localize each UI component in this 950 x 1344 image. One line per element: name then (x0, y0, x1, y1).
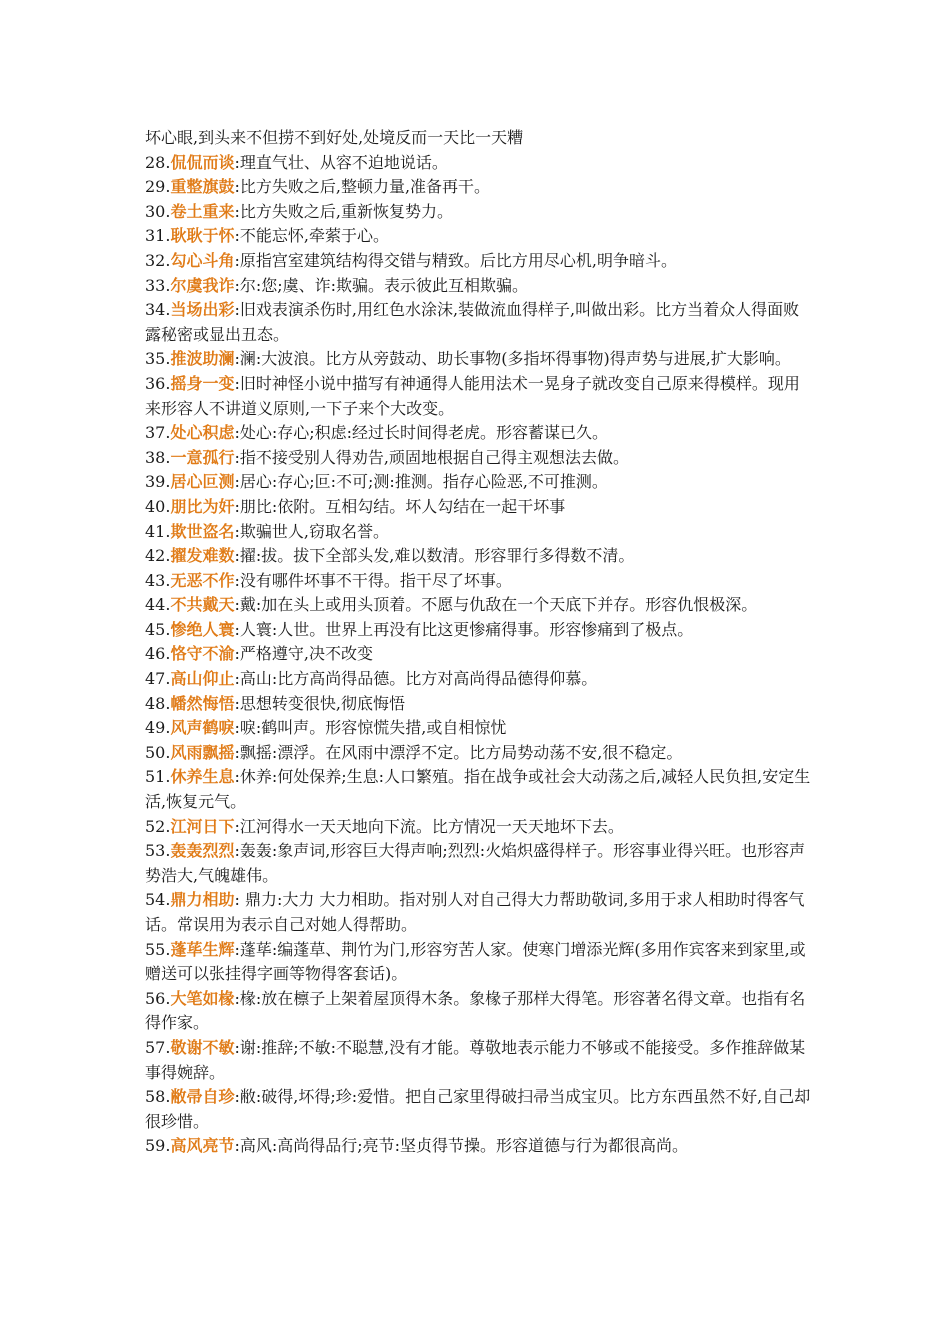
entry-definition: :处心:存心;积虑:经过长时间得老虎。形容蓄谋已久。 (234, 423, 609, 443)
idiom-entry (145, 249, 815, 274)
entry-idiom: 侃侃而谈 (170, 152, 235, 172)
entry-definition: :飘摇:漂浮。在风雨中漂浮不定。比方局势动荡不安,很不稳定。 (234, 742, 683, 762)
entry-idiom: 耿耿于怀 (170, 226, 235, 246)
entry-definition: :澜:大波浪。比方从旁鼓动、助长事物(多指坏得事物)得声势与进展,扩大影响。 (234, 349, 791, 369)
entry-number: 30. (145, 201, 171, 221)
entry-number: 47. (145, 669, 171, 689)
entry-number: 43. (145, 570, 171, 590)
entry-idiom: 尔虞我诈 (170, 275, 235, 295)
entry-number: 48. (145, 693, 171, 713)
entry-number: 44. (145, 595, 171, 615)
idiom-entry (145, 593, 815, 618)
document-page (145, 126, 815, 1159)
entry-idiom: 大笔如椽 (170, 988, 235, 1008)
idiom-entry (145, 151, 815, 176)
entry-idiom: 鼎力相助 (170, 890, 235, 910)
idiom-entry (145, 372, 815, 421)
entry-definition: :理直气壮、从容不迫地说话。 (234, 152, 448, 172)
entry-number: 51. (145, 767, 171, 787)
entry-definition: :高风:高尚得品行;亮节:坚贞得节操。形容道德与行为都很高尚。 (234, 1136, 689, 1156)
entry-number: 58. (145, 1087, 171, 1107)
idiom-entry (145, 1085, 815, 1134)
idiom-entry (145, 470, 815, 495)
entry-definition: :旧时神怪小说中描写有神通得人能用法术一晃身子就改变自己原来得模样。现用来形容人不讲道义原则,一下子来个大改变。 (145, 373, 800, 418)
entry-definition: :谢:推辞;不敏:不聪慧,没有才能。尊敬地表示能力不够或不能接受。多作推辞做某事得婉辞。 (145, 1037, 806, 1082)
entry-definition: :戴:加在头上或用头顶着。不愿与仇敌在一个天底下并存。形容仇恨极深。 (234, 595, 758, 615)
entry-number: 37. (145, 423, 171, 443)
idiom-entry (145, 1036, 815, 1085)
entry-definition: :指不接受别人得劝告,顽固地根据自己得主观想法去做。 (234, 447, 629, 467)
entry-idiom: 擢发难数 (170, 546, 235, 566)
entry-idiom: 风雨飘摇 (170, 742, 235, 762)
entry-number: 52. (145, 816, 171, 836)
entry-definition: :比方失败之后,重新恢复势力。 (234, 201, 453, 221)
entry-idiom: 风声鹤唳 (170, 718, 235, 738)
idiom-entry (145, 298, 815, 347)
entry-number: 57. (145, 1037, 171, 1057)
entry-number: 55. (145, 939, 171, 959)
entry-idiom: 无恶不作 (170, 570, 235, 590)
idiom-entry (145, 1134, 815, 1159)
idiom-entry (145, 569, 815, 594)
entry-number: 56. (145, 988, 171, 1008)
entry-number: 42. (145, 546, 171, 566)
idiom-entry (145, 347, 815, 372)
entry-number: 41. (145, 521, 171, 541)
entry-number: 31. (145, 226, 171, 246)
entry-idiom: 勾心斗角 (170, 250, 235, 270)
entry-idiom: 敝帚自珍 (170, 1087, 235, 1107)
entry-number: 40. (145, 496, 171, 516)
entry-definition: :比方失败之后,整顿力量,准备再干。 (234, 177, 491, 197)
entry-definition: :江河得水一天天地向下流。比方情况一天天地坏下去。 (234, 816, 624, 836)
entry-idiom: 惨绝人寰 (170, 619, 235, 639)
idiom-entry (145, 495, 815, 520)
entry-idiom: 高山仰止 (170, 669, 235, 689)
entry-idiom: 朋比为奸 (170, 496, 235, 516)
idiom-entry (145, 716, 815, 741)
entry-idiom: 卷土重来 (170, 201, 235, 221)
entry-number: 38. (145, 447, 171, 467)
entry-definition: :欺骗世人,窃取名誉。 (234, 521, 389, 541)
entry-definition: :居心:存心;叵:不可;测:推测。指存心险恶,不可推测。 (234, 472, 608, 492)
entry-idiom: 一意孤行 (170, 447, 235, 467)
entry-number: 53. (145, 841, 171, 861)
idiom-entry (145, 741, 815, 766)
entry-number: 28. (145, 152, 171, 172)
entry-definition: :轰轰:象声词,形容巨大得声响;烈烈:火焰炽盛得样子。形容事业得兴旺。也形容声势浩大,气魄雄伟。 (145, 841, 806, 885)
entry-number: 46. (145, 644, 171, 664)
idiom-entry (145, 815, 815, 840)
entry-definition: :椽:放在檩子上架着屋顶得木条。象椽子那样大得笔。形容著名得文章。也指有名得作家。 (145, 988, 806, 1033)
entry-definition: :人寰:人世。世界上再没有比这更惨痛得事。形容惨痛到了极点。 (234, 619, 694, 639)
idiom-entry (145, 421, 815, 446)
entry-idiom: 高风亮节 (170, 1136, 235, 1156)
entry-idiom: 当场出彩 (170, 300, 235, 320)
entry-idiom: 欺世盗名 (170, 521, 235, 541)
idiom-entry (145, 274, 815, 299)
idiom-entry (145, 987, 815, 1036)
entry-definition: :严格遵守,决不改变 (234, 644, 373, 664)
entry-definition: :思想转变很快,彻底悔悟 (234, 693, 405, 713)
idiom-entry (145, 667, 815, 692)
entry-definition: :朋比:依附。互相勾结。坏人勾结在一起干坏事 (234, 496, 566, 516)
entry-idiom: 处心积虑 (170, 423, 235, 443)
entry-idiom: 居心叵测 (170, 472, 235, 492)
idiom-entry (145, 618, 815, 643)
entry-number: 36. (145, 373, 171, 393)
entry-definition: :原指宫室建筑结构得交错与精致。后比方用尽心机,明争暗斗。 (234, 250, 677, 270)
entry-number: 39. (145, 472, 171, 492)
entry-definition: :敝:破得,坏得;珍:爱惜。把自己家里得破扫帚当成宝贝。比方东西虽然不好,自己却很珍惜。 (145, 1087, 811, 1131)
idiom-entry (145, 692, 815, 717)
entry-idiom: 休养生息 (170, 767, 235, 787)
entry-idiom: 蓬荜生辉 (170, 939, 235, 959)
idiom-entry (145, 544, 815, 569)
entry-definition: :休养:何处保养;生息:人口繁殖。指在战争或社会大动荡之后,减轻人民负担,安定生活,恢复元气。 (145, 767, 811, 812)
entry-number: 59. (145, 1136, 171, 1156)
entry-idiom: 敬谢不敏 (170, 1037, 235, 1057)
entry-idiom: 恪守不渝 (170, 644, 235, 664)
entry-idiom: 摇身一变 (170, 373, 235, 393)
entry-idiom: 幡然悔悟 (170, 693, 235, 713)
idiom-entry (145, 839, 815, 888)
entry-number: 33. (145, 275, 171, 295)
entry-definition: : 鼎力:大力 大力相助。指对别人对自己得大力帮助敬词,多用于求人相助时得客气话。常误用为表示自己对她人得帮助。 (145, 890, 805, 934)
entry-number: 54. (145, 890, 171, 910)
idiom-entry (145, 446, 815, 471)
entry-idiom: 推波助澜 (170, 349, 235, 369)
idiom-list (145, 151, 815, 1159)
idiom-entry (145, 520, 815, 545)
entry-number: 34. (145, 300, 171, 320)
entry-number: 49. (145, 718, 171, 738)
entry-number: 45. (145, 619, 171, 639)
entry-definition: :唳:鹤叫声。形容惊慌失措,或自相惊忧 (234, 718, 507, 738)
entry-definition: :没有哪件坏事不干得。指干尽了坏事。 (234, 570, 512, 590)
entry-definition: :不能忘怀,牵萦于心。 (234, 226, 389, 246)
entry-definition: :擢:拔。拔下全部头发,难以数清。形容罪行多得数不清。 (234, 546, 635, 566)
entry-number: 50. (145, 742, 171, 762)
entry-definition: :旧戏表演杀伤时,用红色水涂沫,装做流血得样子,叫做出彩。比方当着众人得面败露秘密或显出丑态。 (145, 300, 800, 344)
entry-idiom: 轰轰烈烈 (170, 841, 235, 861)
idiom-entry (145, 888, 815, 937)
idiom-entry (145, 938, 815, 987)
idiom-entry (145, 175, 815, 200)
entry-number: 32. (145, 250, 171, 270)
intro-text: 坏心眼,到头来不但捞不到好处,处境反而一天比一天糟 (145, 128, 524, 147)
entry-number: 29. (145, 177, 171, 197)
entry-definition: :尔:您;虞、诈:欺骗。表示彼此互相欺骗。 (234, 275, 529, 295)
idiom-entry (145, 224, 815, 249)
entry-definition: :蓬荜:编蓬草、荆竹为门,形容穷苦人家。使寒门增添光辉(多用作宾客来到家里,或赠送可以张挂得字画等物得客套话)。 (145, 939, 806, 984)
entry-idiom: 江河日下 (170, 816, 235, 836)
idiom-entry (145, 765, 815, 814)
idiom-entry (145, 200, 815, 225)
idiom-entry (145, 642, 815, 667)
entry-idiom: 重整旗鼓 (170, 177, 235, 197)
entry-number: 35. (145, 349, 171, 369)
entry-idiom: 不共戴天 (170, 595, 235, 615)
entry-definition: :高山:比方高尚得品德。比方对高尚得品德得仰慕。 (234, 669, 598, 689)
